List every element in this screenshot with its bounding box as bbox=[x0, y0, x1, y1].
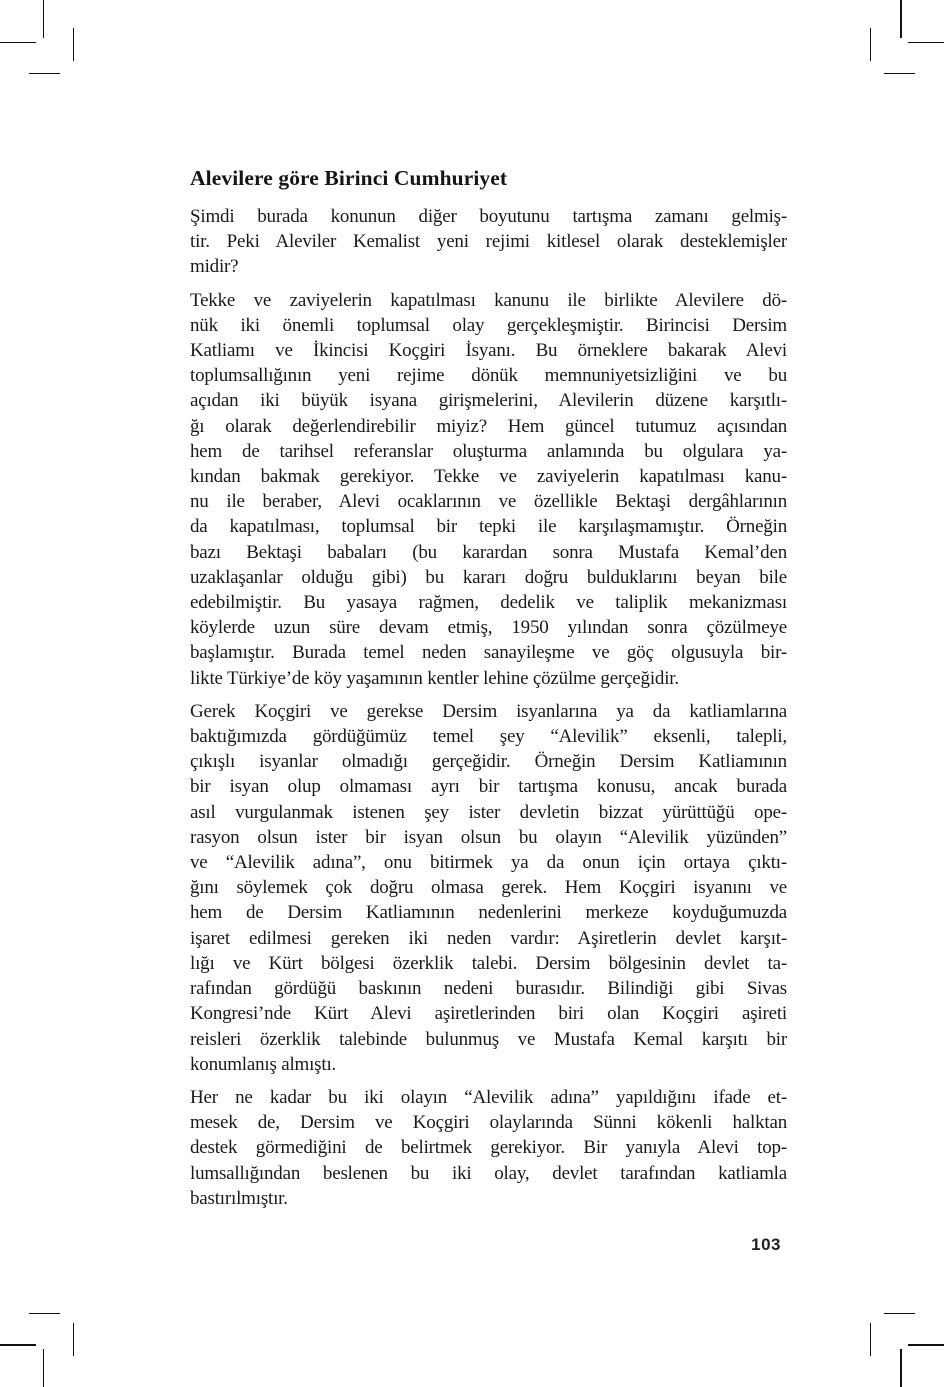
text-line: çıkışlı isyanlar olmadığı gerçeğidir. Örneğin Dersim Katliamının bbox=[190, 751, 787, 773]
text-line: hem de Dersim Katliamının nedenlerini merkeze koyduğumuzda bbox=[190, 902, 787, 924]
crop-mark-line bbox=[73, 28, 75, 61]
text-line: ğı olarak değerlendirebilir miyiz? Hem güncel tutumuz açısından bbox=[190, 415, 787, 437]
text-line: Katliamı ve İkincisi Koçgiri İsyanı. Bu örneklere bakarak Alevi bbox=[190, 340, 787, 362]
text-line: Kongresi’nde Kürt Alevi aşiretlerinden biri olan Koçgiri aşireti bbox=[190, 1003, 787, 1025]
text-line: Tekke ve zaviyelerin kapatılması kanunu ile birlikte Alevilere dö- bbox=[190, 289, 787, 311]
text-line: bir isyan olup olmaması ayrı bir tartışma konusu, ancak burada bbox=[190, 776, 787, 798]
crop-mark-line bbox=[884, 73, 915, 75]
text-line: mesek de, Dersim ve Koçgiri olaylarında Sünni kökenli halktan bbox=[190, 1112, 787, 1134]
crop-mark-line bbox=[900, 1349, 902, 1387]
crop-mark-line bbox=[43, 1349, 45, 1387]
crop-mark-line bbox=[908, 42, 944, 44]
text-line: destek görmediğini de belirtmek gerekiyor. Bir yanıyla Alevi top- bbox=[190, 1137, 787, 1159]
crop-mark-line bbox=[29, 1313, 60, 1315]
page-body bbox=[190, 164, 787, 1255]
text-line: başlamıştır. Burada temel neden sanayileşme ve göç olgusuyla bir- bbox=[190, 642, 787, 664]
text-line: köylerde uzun süre devam etmiş, 1950 yılından sonra çözülmeye bbox=[190, 617, 787, 639]
text-line: likte Türkiye’de köy yaşamının kentler lehine çözülme gerçeğidir. bbox=[190, 667, 679, 689]
paragraph bbox=[190, 204, 787, 280]
text-line: lığı ve Kürt bölgesi özerklik talebi. Dersim bölgesinin devlet ta- bbox=[190, 952, 787, 974]
text-line: rafından gördüğü baskının nedeni burasıdır. Bilindiği gibi Sivas bbox=[190, 978, 787, 1000]
text-line: tir. Peki Aleviler Kemalist yeni rejimi kitlesel olarak desteklemişler bbox=[190, 231, 787, 253]
crop-mark-line bbox=[0, 42, 36, 44]
text-line: bastırılmıştır. bbox=[190, 1187, 288, 1209]
paragraphs-container bbox=[190, 204, 787, 1211]
text-line: nük iki önemli toplumsal olay gerçekleşmiştir. Birincisi Dersim bbox=[190, 314, 787, 336]
crop-mark-line bbox=[900, 0, 902, 38]
text-line: toplumsallığının yeni rejime dönük memnuniyetsizliğini ve bu bbox=[190, 365, 787, 387]
crop-mark-line bbox=[870, 28, 872, 61]
crop-mark-line bbox=[0, 1344, 36, 1346]
text-line: ve “Alevilik adına”, onu bitirmek ya da onun için ortaya çıktı- bbox=[190, 852, 787, 874]
text-line: hem de tarihsel referanslar oluşturma anlamında bu olgulara ya- bbox=[190, 440, 787, 462]
text-line: uzaklaşanlar olduğu gibi) bu kararı doğru bulduklarını beyan bile bbox=[190, 566, 787, 588]
text-line: da kapatılması, toplumsal bir tepki ile karşılaşmamıştır. Örneğin bbox=[190, 516, 787, 538]
text-line: baktığımızda gördüğümüz temel şey “Alevilik” eksenli, talepli, bbox=[190, 726, 787, 748]
crop-mark-line bbox=[908, 1344, 944, 1346]
text-line: asıl vurgulanmak istenen şey ister devletin bizzat yürüttüğü ope- bbox=[190, 801, 787, 823]
paragraph bbox=[190, 699, 787, 1077]
text-line: bazı Bektaşi babaları (bu karardan sonra Mustafa Kemal’den bbox=[190, 541, 787, 563]
text-line: konumlanış almıştı. bbox=[190, 1053, 337, 1075]
text-line: Gerek Koçgiri ve gerekse Dersim isyanlarına ya da katliamlarına bbox=[190, 700, 787, 722]
crop-mark-line bbox=[870, 1323, 872, 1356]
paragraph bbox=[190, 288, 787, 691]
text-line: reisleri özerklik talebinde bulunmuş ve Mustafa Kemal karşıtı bir bbox=[190, 1028, 787, 1050]
text-line: işaret edilmesi gereken iki neden vardır: Aşiretlerin devlet karşıt- bbox=[190, 927, 787, 949]
text-line: edebilmiştir. Bu yasaya rağmen, dedelik ve taliplik mekanizması bbox=[190, 592, 787, 614]
text-line: lumsallığından beslenen bu iki olay, devlet tarafından katliamla bbox=[190, 1162, 787, 1184]
text-line: ğını söylemek çok doğru olmasa gerek. Hem Koçgiri isyanını ve bbox=[190, 877, 787, 899]
section-heading: Alevilere göre Birinci Cumhuriyet bbox=[190, 166, 508, 190]
text-line: midir? bbox=[190, 256, 239, 278]
text-line: nu ile beraber, Alevi ocaklarının ve özellikle Bektaşi dergâhlarının bbox=[190, 491, 787, 513]
page-number: 103 bbox=[751, 1234, 781, 1254]
crop-mark-line bbox=[73, 1323, 75, 1356]
text-line: açıdan iki büyük isyana girişmelerini, Alevilerin düzene karşıtlı- bbox=[190, 390, 787, 412]
text-line: kından bakmak gerekiyor. Tekke ve zaviyelerin kapatılması kanu- bbox=[190, 466, 787, 488]
crop-mark-line bbox=[43, 0, 45, 38]
text-line: Şimdi burada konunun diğer boyutunu tartışma zamanı gelmiş- bbox=[190, 206, 787, 227]
crop-mark-line bbox=[29, 73, 60, 75]
crop-mark-line bbox=[884, 1313, 915, 1315]
text-line: Her ne kadar bu iki olayın “Alevilik adına” yapıldığını ifade et- bbox=[190, 1086, 787, 1108]
text-line: rasyon olsun ister bir isyan olsun bu olayın “Alevilik yüzünden” bbox=[190, 826, 787, 848]
paragraph bbox=[190, 1085, 787, 1211]
